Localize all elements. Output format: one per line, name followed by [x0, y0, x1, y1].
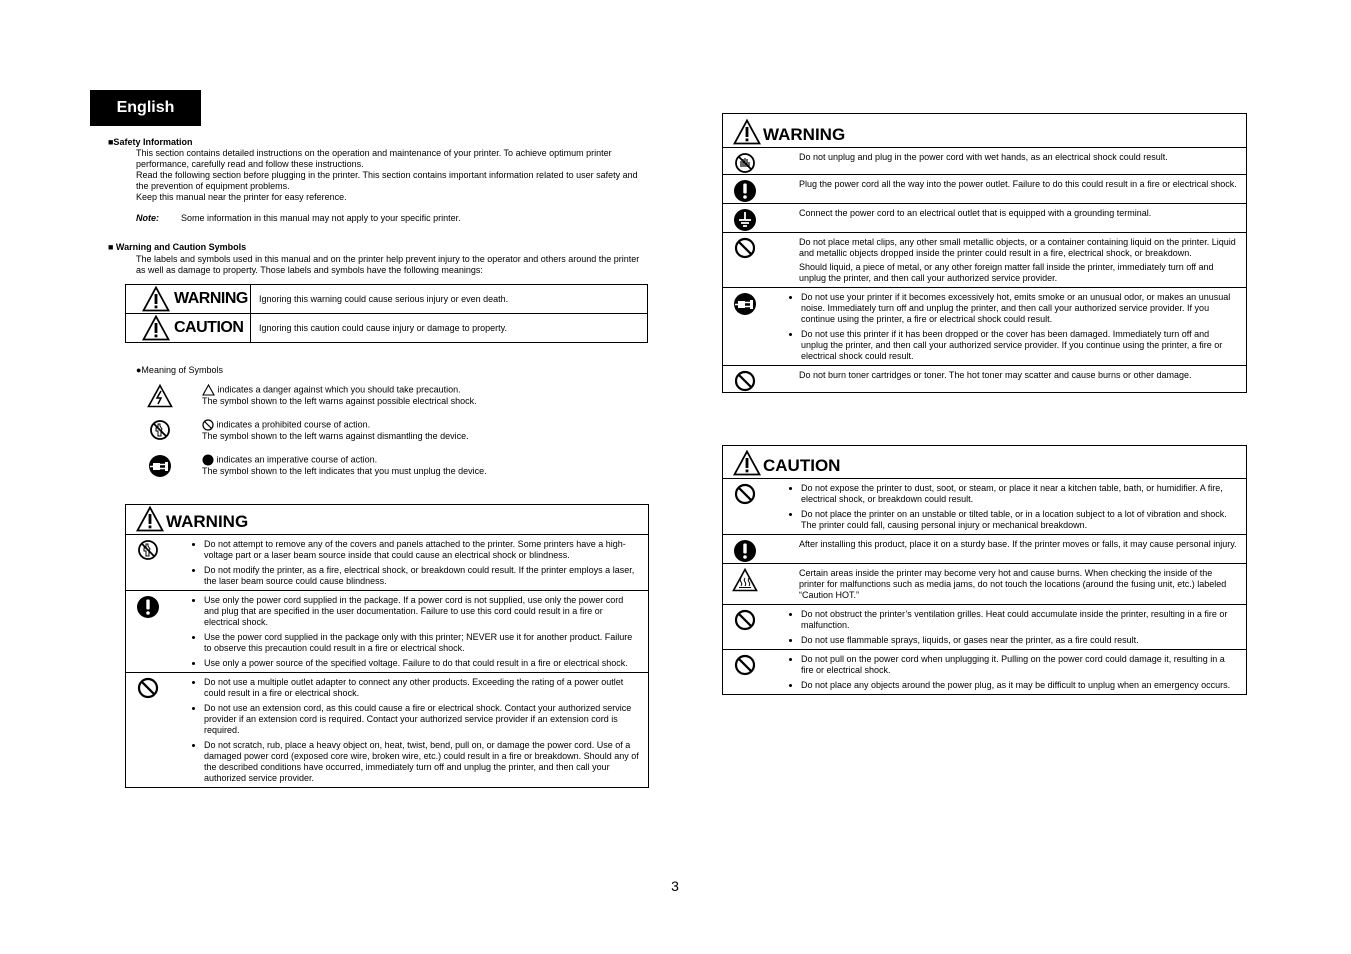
bullet-item: • Use only the power cord supplied in the package. If a power cord is not supplied, use only the power cord and plug that are specified in the user documentation. Failure to use this cord could result in a fire or electrical shock. [204, 595, 640, 628]
bullet-item: • Do not obstruct the printer’s ventilation grilles. Heat could accumulate inside the printer, resulting in a fire or malfunction. [801, 609, 1238, 631]
row-paragraph: Certain areas inside the printer may become very hot and cause burns. When checking the inside of the printer for malfunctions such as media jams, do not touch the locations (around the fusing unit, etc.) labeled “Caution HOT.” [799, 568, 1227, 600]
prohibited-icon [723, 233, 767, 287]
meaning-item [140, 384, 477, 414]
bullet-list [186, 539, 640, 587]
meaning-line: The symbol shown to the left indicates that you must unplug the device. [202, 466, 487, 476]
language-tab: English [90, 90, 201, 126]
row-paragraph: Plug the power cord all the way into the power outlet. Failure to do this could result in a fire or electrical shock. [799, 179, 1237, 189]
box-title: CAUTION [763, 456, 841, 475]
electric-shock-icon [140, 384, 180, 414]
box-row [723, 535, 1246, 564]
prohibited-icon [126, 673, 170, 787]
safety-line: Read the following section before plugging in the printer. This section contains important information related to user safety and [136, 170, 638, 180]
mandatory-icon [126, 591, 170, 672]
row-paragraph: Do not burn toner cartridges or toner. The hot toner may scatter and cause burns or other damage. [799, 370, 1192, 380]
meaning-line: The symbol shown to the left warns against dismantling the device. [202, 431, 469, 441]
bullet-item: • Do not use a multiple outlet adapter to connect any other products. Exceeding the rating of a power outlet could result in a fire or electrical shock. [204, 677, 640, 699]
symbols-line: The labels and symbols used in this manual and on the printer help prevent injury to the operator and others around the printer [136, 254, 640, 264]
prohibited-icon [723, 605, 767, 649]
bullet-item: • Do not use an extension cord, as this could cause a fire or electrical shock. Contact your authorized service provider if an extension cord is required. Contact your authorized service provider if an extension cord is required. [204, 703, 640, 736]
box-header [723, 446, 1246, 479]
meaning-heading: ●Meaning of Symbols [136, 365, 223, 375]
bullet-item: • Use the power cord supplied in the package only with this printer; NEVER use it for another product. Failure to observe this precaution could result in a fire or electrical shock. [204, 632, 640, 654]
note-text: Some information in this manual may not apply to your specific printer. [181, 213, 461, 223]
safety-line: Keep this manual near the printer for easy reference. [136, 192, 347, 202]
box-header [723, 114, 1246, 148]
box-title: WARNING [166, 512, 249, 531]
box-row-text [767, 204, 1246, 232]
no-wet-hands-icon [723, 148, 767, 174]
box-row [723, 366, 1246, 392]
bullet-item: • Do not expose the printer to dust, soot, or steam, or place it near a kitchen table, bath, or humidifier. A fire, electrical shock, or breakdown could result. [801, 483, 1238, 505]
row-paragraph: Should liquid, a piece of metal, or any other foreign matter fall inside the printer, immediately turn off and unplug the printer, and then call your authorized service provider. [799, 262, 1214, 283]
meaning-line: indicates a prohibited course of action. [216, 419, 371, 430]
prohibited-icon [202, 419, 214, 431]
unplug-icon [723, 288, 767, 365]
box-row [723, 148, 1246, 175]
symbol-legend-row-warning [126, 285, 648, 314]
box-row [723, 175, 1246, 204]
box-row-text [767, 535, 1246, 563]
warning-triangle-icon [733, 450, 761, 476]
box-row-text [767, 175, 1246, 203]
right-warning-box [722, 113, 1247, 393]
box-row-text [767, 148, 1246, 174]
box-row [126, 591, 648, 673]
meaning-item [140, 419, 469, 449]
symbols-heading: ■ Warning and Caution Symbols [108, 242, 247, 252]
warning-meaning: Ignoring this warning could cause serious injury or even death. [251, 285, 648, 314]
bullet-list [783, 654, 1238, 691]
mandatory-icon [723, 175, 767, 203]
box-row-text [170, 591, 648, 672]
symbols-line: as well as damage to property. Those labels and symbols have the following meanings: [136, 265, 483, 275]
warning-triangle-icon [733, 119, 761, 145]
bullet-list [783, 609, 1238, 646]
box-row-text [767, 564, 1246, 604]
box-row-text [767, 650, 1246, 694]
box-row [723, 564, 1246, 605]
meaning-line: The symbol shown to the left warns against possible electrical shock. [202, 396, 477, 406]
filled-circle-icon [202, 454, 214, 466]
box-row [723, 479, 1246, 535]
box-row-text [767, 605, 1246, 649]
row-paragraph: After installing this product, place it on a sturdy base. If the printer moves or falls, it may cause personal injury. [799, 539, 1237, 549]
right-caution-box [722, 445, 1247, 695]
box-row [723, 288, 1246, 366]
triangle-icon [202, 384, 215, 396]
ground-icon [723, 204, 767, 232]
box-row [126, 535, 648, 591]
mandatory-icon [723, 535, 767, 563]
warning-triangle-icon [142, 315, 170, 341]
safety-line: This section contains detailed instructions on the operation and maintenance of your printer. To achieve optimum printer [136, 148, 612, 158]
bullet-item: • Do not attempt to remove any of the covers and panels attached to the printer. Some printers have a high-voltage part or a laser beam source inside that could cause an electrical shock or blindness. [204, 539, 640, 561]
box-header [126, 505, 648, 535]
box-row-text [767, 233, 1246, 287]
bullet-item: • Do not scratch, rub, place a heavy object on, heat, twist, bend, pull on, or damage the power cord. Use of a damaged power cord (exposed core wire, broken wire, etc.) could result in a fire or breakdown. Should any of the described conditions have occurred, immediately turn off and unplug the printer, and then call your authorized service provider. [204, 740, 640, 784]
bullet-list [186, 677, 640, 784]
page-number: 3 [671, 878, 679, 894]
warning-triangle-icon [136, 506, 164, 532]
symbol-legend-table [125, 284, 648, 343]
prohibited-icon [723, 479, 767, 534]
box-row [126, 673, 648, 787]
row-paragraph: Do not unplug and plug in the power cord with wet hands, as an electrical shock could result. [799, 152, 1168, 162]
meaning-line: indicates an imperative course of action. [216, 454, 378, 465]
unplug-icon [140, 454, 180, 484]
safety-line: performance, carefully read and follow these instructions. [136, 159, 364, 169]
prohibited-icon [723, 366, 767, 392]
bullet-item: • Do not use your printer if it becomes excessively hot, emits smoke or an unusual odor, or makes an unusual noise. Immediately turn off and unplug the printer, and then call your authorized service provider. If you continue using the printer, a fire or electrical shock could result. [801, 292, 1238, 325]
bullet-item: • Use only a power source of the specified voltage. Failure to do that could result in a fire or electrical shock. [204, 658, 640, 669]
meaning-line: indicates a danger against which you should take precaution. [217, 384, 461, 395]
no-disassembly-icon [126, 535, 170, 590]
box-row-text [170, 673, 648, 787]
safety-heading: ■Safety Information [108, 137, 193, 147]
symbols-paragraph [136, 254, 639, 276]
warning-triangle-icon [142, 286, 170, 312]
bullet-item: • Do not use this printer if it has been dropped or the cover has been damaged. Immediately turn off and unplug the printer, and then call your authorized service provider. If you continue using the printer, a fire or electrical shock could result. [801, 329, 1238, 362]
left-warning-box [125, 504, 649, 788]
row-paragraph: Connect the power cord to an electrical outlet that is equipped with a grounding terminal. [799, 208, 1152, 218]
bullet-list [186, 595, 640, 669]
bullet-list [783, 292, 1238, 362]
bullet-item: • Do not place the printer on an unstable or tilted table, or in a location subject to a lot of vibration and shock. The printer could fall, causing personal injury or mechanical breakdown. [801, 509, 1238, 531]
note-label: Note: [136, 213, 159, 223]
caution-label: CAUTION [174, 319, 244, 336]
bullet-item: • Do not pull on the power cord when unplugging it. Pulling on the power cord could damage it, resulting in a fire or electrical shock. [801, 654, 1238, 676]
box-row-text [767, 288, 1246, 365]
warning-label: WARNING [174, 290, 248, 307]
box-row [723, 605, 1246, 650]
prohibited-icon [723, 650, 767, 694]
bullet-item: • Do not modify the printer, as a fire, electrical shock, or breakdown could result. If the printer employs a laser, the laser beam source could cause blindness. [204, 565, 640, 587]
hot-surface-icon [723, 564, 767, 604]
bullet-item: • Do not use flammable sprays, liquids, or gases near the printer, as a fire could result. [801, 635, 1238, 646]
symbol-legend-row-caution [126, 314, 648, 343]
caution-meaning: Ignoring this caution could cause injury or damage to property. [251, 314, 648, 343]
no-disassembly-icon [140, 419, 180, 449]
bullet-list [783, 483, 1238, 531]
box-row-text [170, 535, 648, 590]
box-row-text [767, 479, 1246, 534]
box-row [723, 650, 1246, 694]
bullet-item: • Do not place any objects around the power plug, as it may be difficult to unplug when an emergency occurs. [801, 680, 1238, 691]
safety-line: the prevention of equipment problems. [136, 181, 290, 191]
box-row-text [767, 366, 1246, 392]
meaning-item [140, 454, 487, 484]
safety-paragraph [136, 148, 638, 203]
box-row [723, 204, 1246, 233]
box-title: WARNING [763, 125, 846, 144]
box-row [723, 233, 1246, 288]
row-paragraph: Do not place metal clips, any other small metallic objects, or a container containing liquid on the printer. Liquid and metallic objects dropped inside the printer could result in a fire, electrical shock, or breakdown. [799, 237, 1236, 258]
